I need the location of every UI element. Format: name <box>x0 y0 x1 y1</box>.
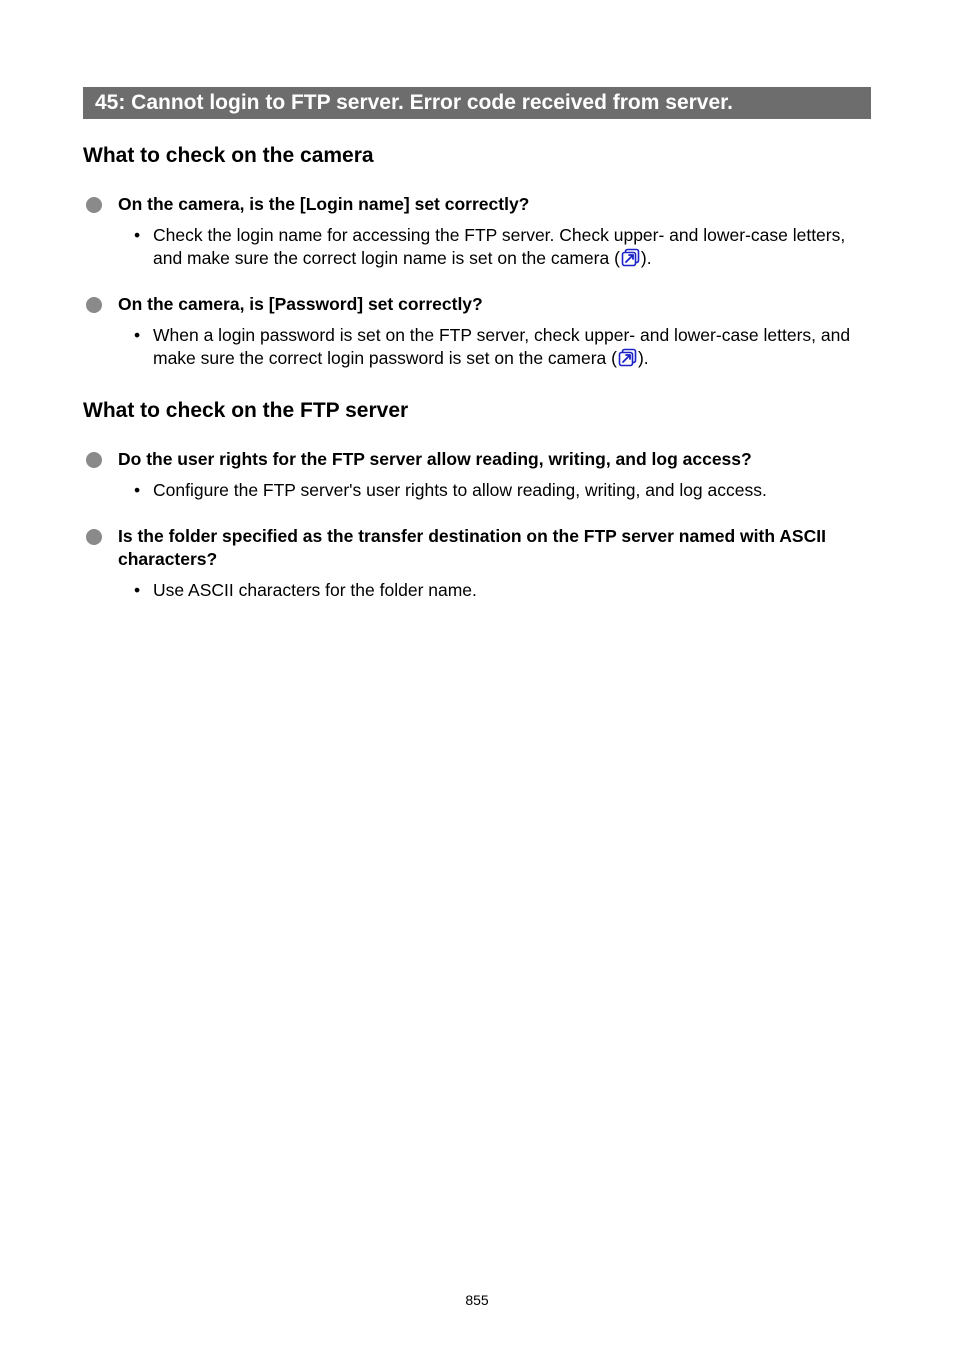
bullet-circle-icon <box>86 452 102 468</box>
section-heading-ftp-server: What to check on the FTP server <box>83 399 409 422</box>
title-bar <box>83 87 871 119</box>
section-heading-camera: What to check on the camera <box>83 144 374 167</box>
question-text: On the camera, is the [Login name] set correctly? <box>118 194 530 214</box>
bullet-dot: • <box>134 580 141 600</box>
bullet-dot: • <box>134 325 141 345</box>
answer-text: Configure the FTP server's user rights to allow reading, writing, and log access. <box>153 480 767 500</box>
page-reference-icon[interactable] <box>621 248 640 267</box>
bullet-dot: • <box>134 480 141 500</box>
question-text: Is the folder specified as the transfer destination on the FTP server named with ASCII characters? <box>118 526 826 569</box>
answer-text: Check the login name for accessing the FTP server. Check upper- and lower-case letters, and make sure the correct login name is set on the camera ( ). <box>153 225 846 268</box>
page-number: 855 <box>465 1292 489 1308</box>
page-title: 45: Cannot login to FTP server. Error code received from server. <box>95 91 734 114</box>
question-text: Do the user rights for the FTP server allow reading, writing, and log access? <box>118 449 752 469</box>
answer-text: When a login password is set on the FTP server, check upper- and lower-case letters, and make sure the correct login password is set on the camera ( ). <box>153 325 851 368</box>
bullet-circle-icon <box>86 297 102 313</box>
question-text: On the camera, is [Password] set correctly? <box>118 294 483 314</box>
bullet-circle-icon <box>86 197 102 213</box>
answer-text: Use ASCII characters for the folder name. <box>153 580 477 600</box>
page-reference-icon[interactable] <box>618 348 637 367</box>
bullet-dot: • <box>134 225 141 245</box>
bullet-circle-icon <box>86 529 102 545</box>
